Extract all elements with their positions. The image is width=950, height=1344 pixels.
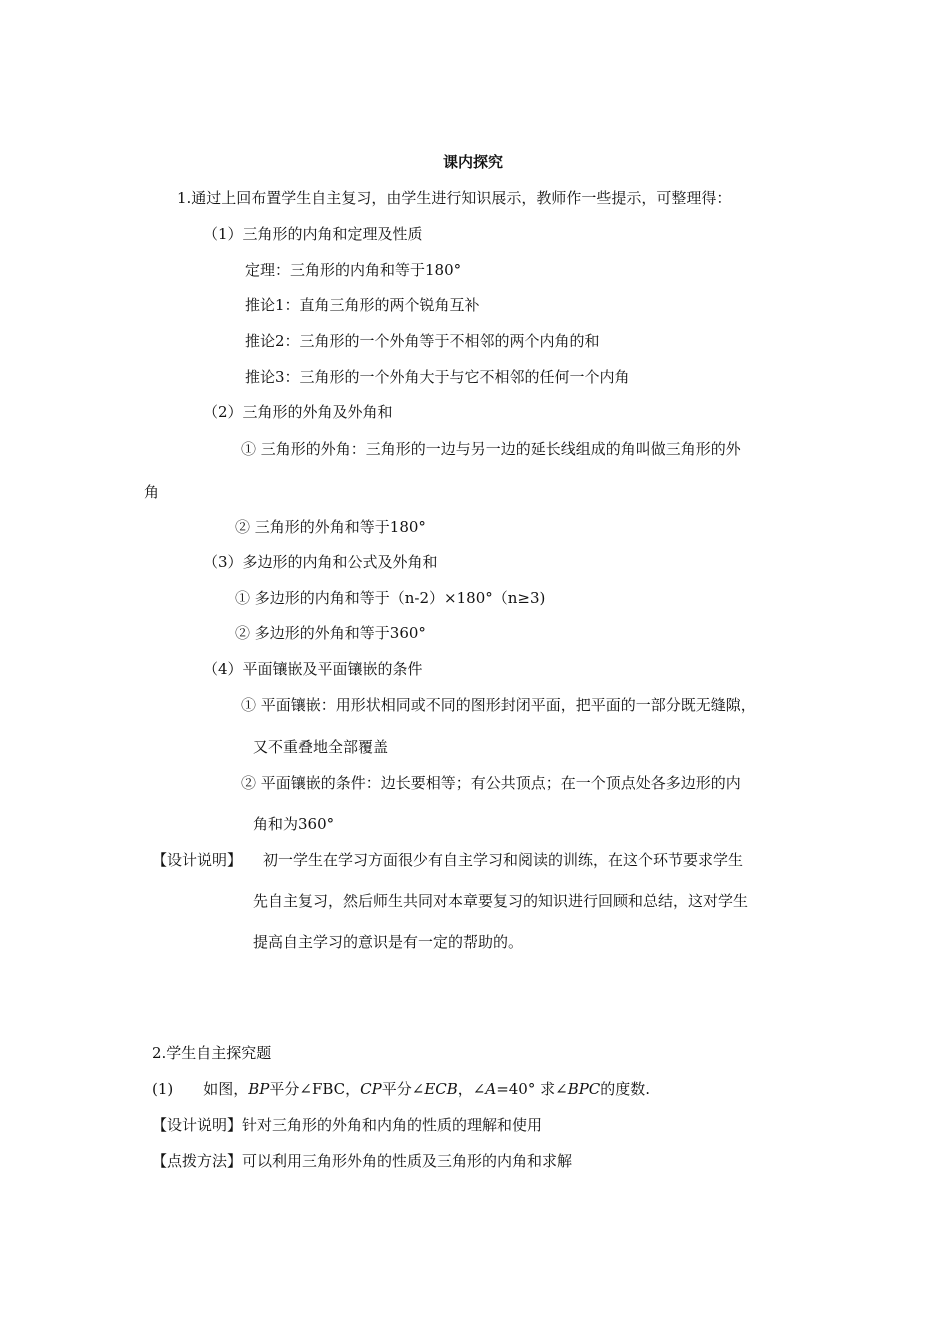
part1-heading: （1）三角形的内角和定理及性质 (203, 225, 423, 243)
corollary3-text: 推论3：三角形的一个外角大于与它不相邻的任何一个内角 (245, 368, 630, 386)
section2-hint: 【点拨方法】可以利用三角形外角的性质及三角形的内角和求解 (152, 1152, 573, 1170)
design-note-line2: 先自主复习，然后师生共同对本章要复习的知识进行回顾和总结，这对学生 (253, 892, 749, 910)
section2-design-note: 【设计说明】针对三角形的外角和内角的性质的理解和使用 (152, 1116, 543, 1134)
page-title: 课内探究 (443, 153, 504, 171)
problem-number: (1) (152, 1080, 174, 1098)
segment-bp: BP (248, 1080, 270, 1098)
polygon-exterior-sum: ② 多边形的外角和等于360° (235, 624, 426, 642)
polygon-interior-sum: ① 多边形的内角和等于（n-2）×180°（n≥3) (235, 589, 546, 607)
tessellation-cond-line1: ② 平面镶嵌的条件：边长要相等；有公共顶点；在一个顶点处各多边形的内 (241, 774, 741, 792)
exterior-angle-def-line1: ① 三角形的外角：三角形的一边与另一边的延长线组成的角叫做三角形的外 (241, 440, 741, 458)
part2-heading: （2）三角形的外角及外角和 (203, 403, 393, 421)
exterior-angle-def-line2: 角 (144, 483, 160, 501)
problem-text-3: 平分∠ (381, 1080, 425, 1098)
corollary1-text: 推论1：直角三角形的两个锐角互补 (245, 296, 480, 314)
problem-text-1: 如图， (203, 1080, 249, 1098)
problem-text-4: ，∠ (457, 1080, 486, 1098)
design-note-line3: 提高自主学习的意识是有一定的帮助的。 (253, 933, 524, 951)
tessellation-def-line2: 又不重叠地全部覆盖 (253, 738, 389, 756)
corollary2-text: 推论2：三角形的一个外角等于不相邻的两个内角的和 (245, 332, 600, 350)
tessellation-cond-line2: 角和为360° (253, 815, 335, 833)
exterior-angle-sum: ② 三角形的外角和等于180° (235, 518, 426, 536)
angle-a: A (485, 1080, 497, 1098)
problem-1 (152, 1079, 650, 1099)
design-note-line1: 初一学生在学习方面很少有自主学习和阅读的训练，在这个环节要求学生 (263, 851, 744, 869)
angle-ecb: ECB (424, 1080, 458, 1098)
section2-heading: 2.学生自主探究题 (152, 1044, 272, 1062)
problem-text-5: =40° 求∠ (496, 1080, 568, 1098)
theorem-text: 定理：三角形的内角和等于180° (245, 261, 462, 279)
tessellation-def-line1: ① 平面镶嵌：用形状相同或不同的图形封闭平面，把平面的一部分既无缝隙， (241, 696, 756, 714)
segment-cp: CP (360, 1080, 382, 1098)
problem-text-2: 平分∠FBC， (269, 1080, 361, 1098)
part4-heading: （4）平面镶嵌及平面镶嵌的条件 (203, 660, 423, 678)
problem-text-6: 的度数. (600, 1080, 651, 1098)
section1-intro: 1.通过上回布置学生自主复习，由学生进行知识展示，教师作一些提示，可整理得： (177, 189, 732, 207)
angle-bpc: BPC (567, 1080, 601, 1098)
part3-heading: （3）多边形的内角和公式及外角和 (203, 553, 438, 571)
design-note-label: 【设计说明】 (152, 851, 243, 869)
